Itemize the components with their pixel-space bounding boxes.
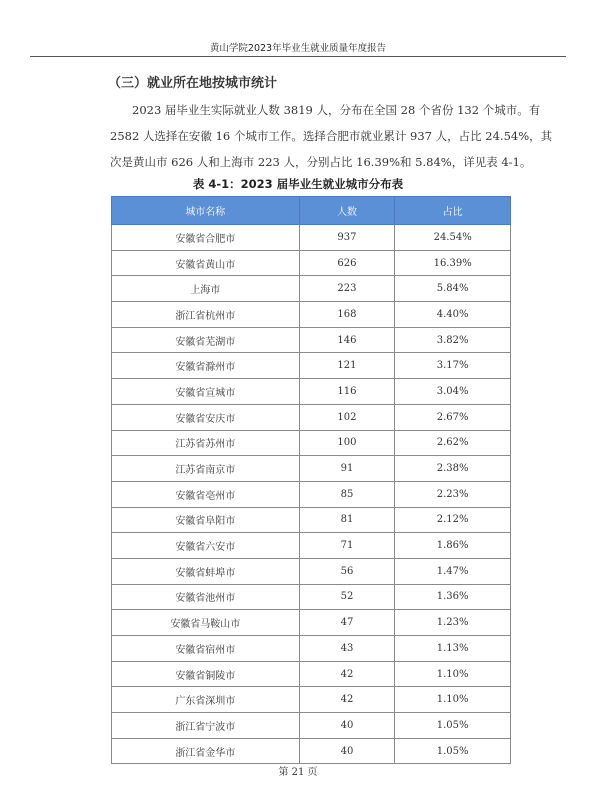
cell-count: 223	[299, 276, 395, 302]
cell-city: 安徽省黄山市	[112, 250, 300, 276]
cell-city: 安徽省芜湖市	[112, 327, 300, 353]
table-row	[112, 636, 511, 662]
cell-count: 85	[299, 481, 395, 507]
table-row	[112, 687, 511, 713]
paragraph-line: 2023 届毕业生实际就业人数 3819 人，分布在全国 28 个省份 132 个城市。有	[132, 103, 541, 117]
page-number: 第 21 页	[278, 767, 318, 778]
cell-city: 安徽省阜阳市	[112, 507, 300, 533]
cell-city: 安徽省蚌埠市	[112, 558, 300, 584]
cell-count: 40	[299, 738, 395, 764]
cell-count: 146	[299, 327, 395, 353]
city-distribution-table	[111, 196, 511, 764]
cell-city: 广东省深圳市	[112, 687, 300, 713]
cell-count: 100	[299, 430, 395, 456]
cell-count: 168	[299, 302, 395, 328]
cell-city: 浙江省宁波市	[112, 713, 300, 739]
table-row	[112, 661, 511, 687]
table-caption: 表 4-1：2023 届毕业生就业城市分布表	[192, 177, 404, 191]
page-header: 黄山学院2023年毕业生就业质量年度报告	[209, 43, 387, 54]
table-row	[112, 250, 511, 276]
cell-count: 626	[299, 250, 395, 276]
column-header-count: 人数	[299, 197, 395, 225]
column-header-ratio: 占比	[395, 197, 511, 225]
cell-count: 116	[299, 379, 395, 405]
cell-ratio: 2.67%	[395, 404, 511, 430]
cell-count: 71	[299, 533, 395, 559]
cell-city: 安徽省铜陵市	[112, 661, 300, 687]
cell-count: 81	[299, 507, 395, 533]
table-row	[112, 404, 511, 430]
cell-ratio: 1.47%	[395, 558, 511, 584]
table-row	[112, 713, 511, 739]
header-divider	[30, 56, 566, 57]
paragraph-line: 次是黄山市 626 人和上海市 223 人，分别占比 16.39%和 5.84%，详见表 4-1。	[110, 155, 532, 169]
table-row	[112, 430, 511, 456]
table-header-row	[112, 197, 511, 225]
table-row	[112, 507, 511, 533]
table-row	[112, 558, 511, 584]
table-row	[112, 456, 511, 482]
cell-ratio: 4.40%	[395, 302, 511, 328]
cell-count: 40	[299, 713, 395, 739]
cell-count: 47	[299, 610, 395, 636]
cell-city: 安徽省马鞍山市	[112, 610, 300, 636]
table-row	[112, 327, 511, 353]
cell-city: 安徽省亳州市	[112, 481, 300, 507]
cell-ratio: 1.36%	[395, 584, 511, 610]
cell-city: 江苏省南京市	[112, 456, 300, 482]
cell-ratio: 1.05%	[395, 713, 511, 739]
table-row	[112, 738, 511, 764]
cell-ratio: 3.04%	[395, 379, 511, 405]
cell-ratio: 3.17%	[395, 353, 511, 379]
cell-city: 江苏省苏州市	[112, 430, 300, 456]
cell-ratio: 2.23%	[395, 481, 511, 507]
cell-ratio: 5.84%	[395, 276, 511, 302]
cell-city: 浙江省杭州市	[112, 302, 300, 328]
cell-city: 上海市	[112, 276, 300, 302]
table-row	[112, 353, 511, 379]
cell-ratio: 1.10%	[395, 661, 511, 687]
table-row	[112, 302, 511, 328]
cell-ratio: 1.13%	[395, 636, 511, 662]
cell-city: 浙江省金华市	[112, 738, 300, 764]
table-row	[112, 225, 511, 251]
section-title: （三）就业所在地按城市统计	[108, 76, 278, 91]
cell-city: 安徽省滁州市	[112, 353, 300, 379]
cell-ratio: 3.82%	[395, 327, 511, 353]
cell-count: 102	[299, 404, 395, 430]
cell-ratio: 2.62%	[395, 430, 511, 456]
cell-count: 52	[299, 584, 395, 610]
cell-city: 安徽省六安市	[112, 533, 300, 559]
paragraph-line: 2582 人选择在安徽 16 个城市工作。选择合肥市就业累计 937 人，占比 24.54%，其	[110, 129, 553, 143]
cell-city: 安徽省宿州市	[112, 636, 300, 662]
body-paragraph	[110, 97, 541, 123]
cell-ratio: 2.12%	[395, 507, 511, 533]
cell-city: 安徽省宣城市	[112, 379, 300, 405]
table-row	[112, 379, 511, 405]
table-row	[112, 481, 511, 507]
cell-city: 安徽省池州市	[112, 584, 300, 610]
cell-count: 121	[299, 353, 395, 379]
cell-ratio: 1.23%	[395, 610, 511, 636]
cell-count: 42	[299, 661, 395, 687]
cell-city: 安徽省合肥市	[112, 225, 300, 251]
cell-count: 937	[299, 225, 395, 251]
cell-count: 42	[299, 687, 395, 713]
column-header-city: 城市名称	[112, 197, 300, 225]
table-row	[112, 584, 511, 610]
cell-count: 43	[299, 636, 395, 662]
cell-count: 56	[299, 558, 395, 584]
cell-ratio: 24.54%	[395, 225, 511, 251]
cell-ratio: 1.05%	[395, 738, 511, 764]
cell-ratio: 16.39%	[395, 250, 511, 276]
table-row	[112, 533, 511, 559]
table-row	[112, 276, 511, 302]
table-row	[112, 610, 511, 636]
cell-city: 安徽省安庆市	[112, 404, 300, 430]
cell-ratio: 1.10%	[395, 687, 511, 713]
cell-count: 91	[299, 456, 395, 482]
cell-ratio: 1.86%	[395, 533, 511, 559]
cell-ratio: 2.38%	[395, 456, 511, 482]
body-paragraph-cont	[110, 123, 553, 175]
